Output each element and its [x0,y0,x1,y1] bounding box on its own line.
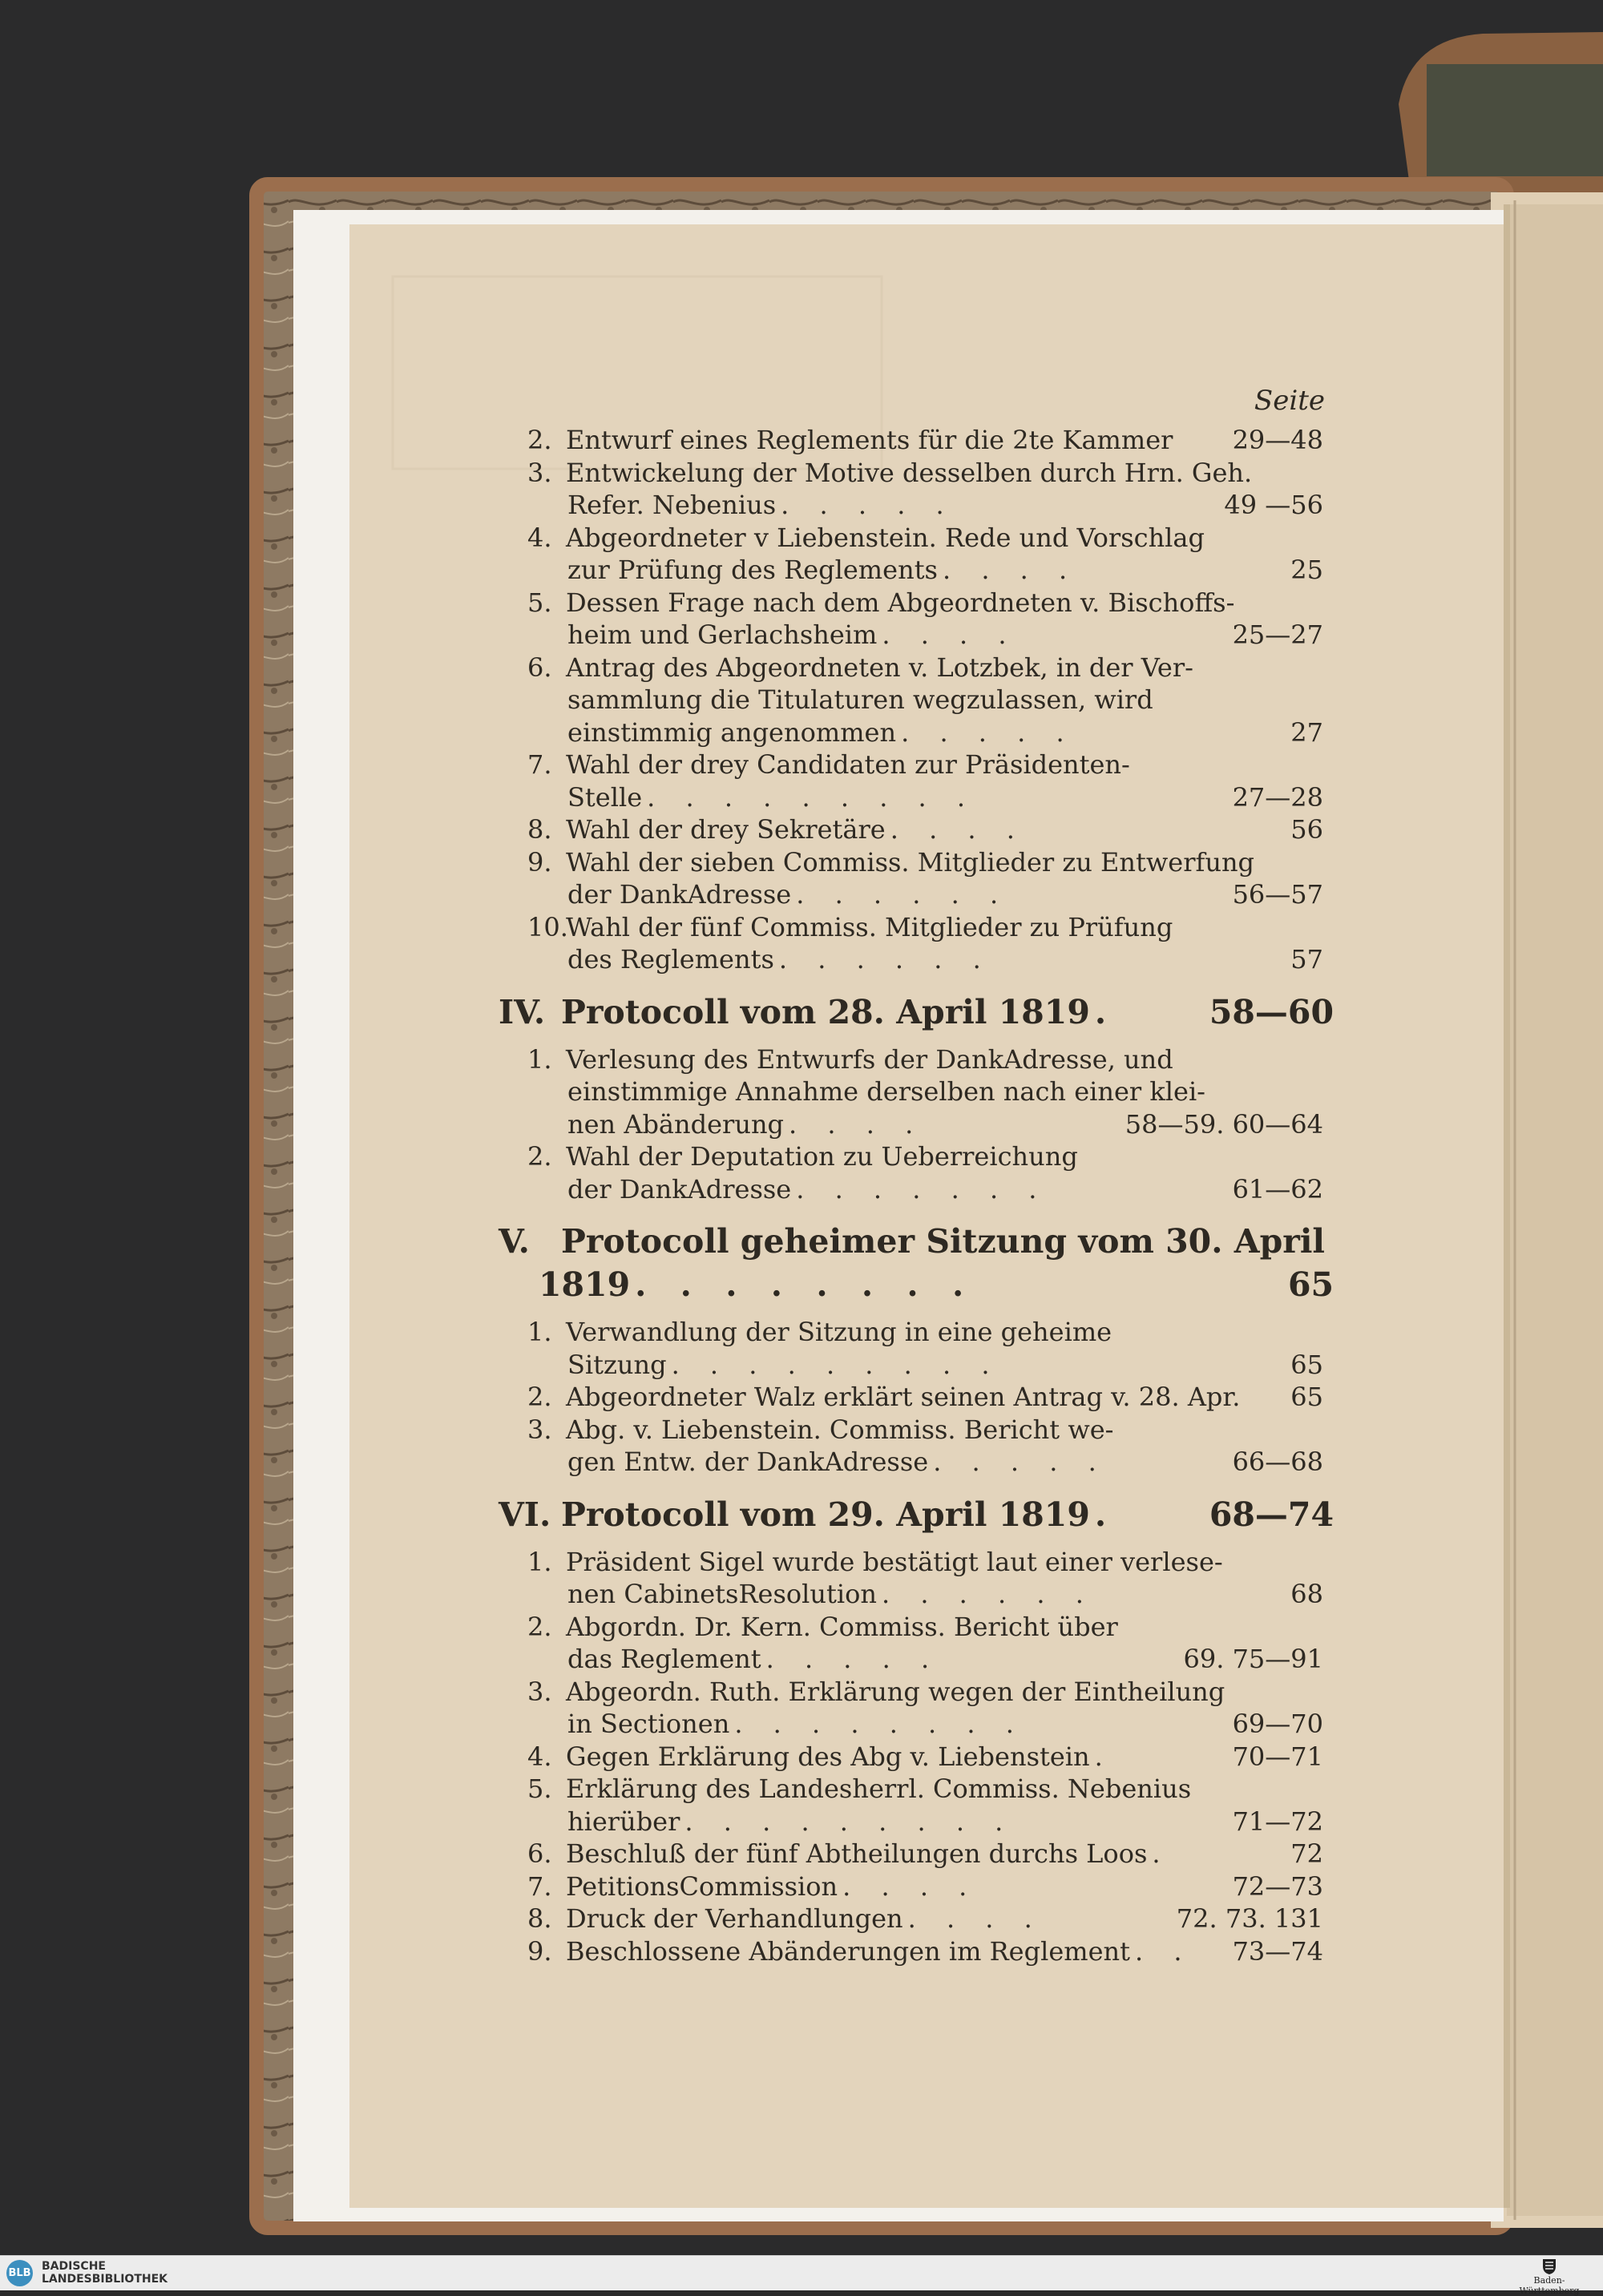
toc-entry-row [527,1545,1323,1579]
toc-entry-row [527,813,1323,846]
toc-entry-row [527,1902,1323,1935]
leader-dots: . . . . . . . . . [684,1806,1015,1837]
entry-title: Beschluß der fünf Abtheilungen durchs Loos [566,1838,1148,1869]
page-reference: 58—60 [1209,992,1334,1031]
entry-title: Abgordn. Dr. Kern. Commiss. Bericht über [566,1611,1118,1642]
toc-entry-row [527,878,1323,911]
leader-dots: . . . . . . . . [635,1265,975,1304]
entry-title: das Reglement [567,1644,761,1674]
toc-entry-row [527,942,1323,976]
library-name-line1: BADISCHE [42,2260,106,2273]
page-reference: 56 [1290,814,1323,845]
entry-title: PetitionsCommission [566,1870,838,1902]
coat-of-arms-icon [1542,2258,1557,2275]
entry-number: 8. [527,814,552,845]
page-reference: 65 [1290,1382,1323,1412]
leader-dots: . . . . . [765,1644,941,1674]
toc-entry-row [527,1172,1323,1206]
entry-title: nen Abänderung [567,1108,785,1140]
entry-number: 2. [527,1141,552,1172]
page-reference: 70—71 [1232,1741,1323,1772]
toc-section-row [499,1264,1334,1305]
entry-title: einstimmig angenommen [567,716,897,748]
leader-dots: . . . . [842,1870,979,1902]
entry-number: VI. [499,1495,551,1534]
page-reference: 25 [1290,555,1323,585]
entry-title: Beschlossene Abänderungen im Reglement [566,1935,1131,1967]
toc-section-row [499,991,1334,1033]
toc-entry-row [527,1315,1323,1349]
entry-title: der DankAdresse [567,879,792,910]
toc-entry-row [527,1610,1323,1644]
toc-entry-row [527,1348,1323,1382]
entry-title: sammlung die Titulaturen wegzulassen, wird [567,684,1153,715]
toc-entry-row [527,1740,1323,1773]
blb-logo-icon[interactable]: BLB [6,2260,33,2286]
page-reference: 69. 75—91 [1183,1644,1323,1674]
toc-entry-row [527,553,1323,587]
toc-entry-row [527,1870,1323,1903]
leader-dots: . . . . [942,555,1079,585]
entry-number: V. [499,1222,530,1261]
leader-dots: . . . . [907,1903,1044,1934]
page-reference: 69—70 [1232,1709,1323,1739]
entry-title: Abg. v. Liebenstein. Commiss. Bericht we- [566,1414,1114,1445]
leader-dots: . . . . [882,619,1018,650]
entry-number: 2. [527,1611,552,1642]
page-reference: 68 [1290,1579,1323,1609]
toc-entry-row [527,618,1323,652]
toc-entry-row [527,1837,1323,1870]
entry-title: einstimmige Annahme derselben nach einer klei- [567,1076,1205,1107]
entry-title: Entwurf eines Reglements für die 2te Kammer [566,425,1173,455]
toc-entry-row [527,1140,1323,1173]
leader-dots: . . . . . . . . [734,1709,1025,1739]
page-reference: 25—27 [1232,619,1323,650]
entry-title: Sitzung [567,1349,667,1380]
page-reference: 56—57 [1232,879,1323,910]
toc-entry-row [527,716,1323,749]
toc-entry-row [527,651,1323,684]
entry-number: 4. [527,522,552,553]
leader-dots: . . [1135,1935,1193,1967]
entry-title: des Reglements [567,944,774,974]
leader-dots: . . . . [789,1108,925,1140]
page-reference: 72 [1290,1838,1323,1869]
toc-entry-row [527,456,1323,490]
entry-number: 2. [527,1382,552,1412]
entry-title: Stelle [567,781,643,813]
leader-dots: . . . . . [781,490,955,520]
toc-entry-row [527,1772,1323,1806]
leader-dots: . [1094,1495,1118,1534]
page-reference: 65 [1287,1265,1334,1304]
leader-dots: . . . . . . . . . [647,781,977,813]
entry-title: 1819 [539,1265,631,1304]
toc-entry-row [527,683,1323,716]
toc-entry-row [527,1707,1323,1741]
entry-number: 9. [527,1935,552,1967]
entry-title: Entwickelung der Motive desselben durch Hrn. Geh. [566,457,1253,488]
footer-bar [0,2255,1603,2296]
entry-number: 1. [527,1546,552,1577]
entry-title: in Sectionen [567,1709,730,1739]
toc-entry-row [527,1413,1323,1447]
toc-entry-row [527,910,1323,944]
page-reference: 57 [1290,944,1323,974]
entry-title: der DankAdresse [567,1173,792,1204]
entry-title: Druck der Verhandlungen [566,1903,903,1934]
entry-title: nen CabinetsResolution [567,1579,877,1609]
entry-title: Abgeordneter Walz erklärt seinen Antrag v. 28. Apr. [566,1382,1241,1412]
entry-number: 6. [527,652,552,683]
entry-title: heim und Gerlachsheim [567,619,878,650]
page-reference: 49 —56 [1224,490,1323,520]
entry-title: Verwandlung der Sitzung in eine geheime [566,1317,1112,1347]
entry-title: Präsident Sigel wurde bestätigt laut einer verlese- [566,1546,1223,1577]
entry-title: Protocoll vom 29. April 1819 [561,1495,1090,1534]
entry-title: Wahl der fünf Commiss. Mitglieder zu Prüfung [566,911,1173,942]
library-name-line2: LANDESBIBLIOTHEK [42,2273,168,2286]
entry-title: Gegen Erklärung des Abg v. Liebenstein [566,1741,1090,1772]
entry-title: Antrag des Abgeordneten v. Lotzbek, in der Ver- [566,652,1193,683]
entry-title: Wahl der Deputation zu Ueberreichung [566,1141,1078,1172]
state-logo-label: Baden-Württemberg [1519,2275,1580,2296]
leader-dots: . . . . . . . [796,1173,1048,1204]
toc-entry-row [527,1805,1323,1838]
leader-dots: . . . . . . . . . [671,1349,1001,1380]
entry-number: 7. [527,1870,552,1902]
toc-section-row [499,1494,1334,1535]
entry-title: Verlesung des Entwurfs der DankAdresse, und [566,1043,1173,1075]
entry-title: gen Entw. der DankAdresse [567,1447,929,1477]
entry-title: Erklärung des Landesherrl. Commiss. Nebenius [566,1773,1192,1804]
toc-entry-row [527,423,1323,457]
leader-dots: . . . . . . [796,879,1010,910]
leader-dots: . . . . . [933,1447,1108,1477]
entry-number: 5. [527,587,552,618]
page-reference: 71—72 [1232,1806,1323,1837]
leader-dots: . [1094,992,1118,1031]
entry-title: Protocoll geheimer Sitzung vom 30. April [561,1222,1325,1261]
baden-wuerttemberg-logo[interactable] [1505,2258,1593,2296]
entry-title: Protocoll vom 28. April 1819 [561,992,1090,1031]
page-reference: 27 [1290,716,1323,748]
toc-entry-row [527,781,1323,814]
entry-title: Abgeordn. Ruth. Erklärung wegen der Eintheilung [566,1676,1225,1707]
entry-number: 8. [527,1903,552,1934]
entry-number: 7. [527,749,552,780]
toc-entry-row [527,488,1323,522]
entry-number: 3. [527,1414,552,1445]
leader-dots: . [1152,1838,1172,1869]
toc-entry-row [527,1675,1323,1709]
page-column-header: Seite [1254,385,1325,417]
toc-entry-row [527,1108,1323,1141]
page-reference: 72. 73. 131 [1176,1903,1323,1934]
back-book-pages [1427,64,1603,176]
toc-entry-row [527,1577,1323,1611]
entry-title: Wahl der drey Candidaten zur Präsidenten- [566,749,1130,780]
leader-dots: . . . . . . [778,944,992,974]
entry-title: zur Prüfung des Reglements [567,555,938,585]
entry-number: 5. [527,1773,552,1804]
page-reference: 66—68 [1232,1447,1323,1477]
page-reference: 29—48 [1232,425,1323,455]
entry-title: Dessen Frage nach dem Abgeordneten v. Bischoffs- [566,587,1235,618]
toc-entry-row [527,1935,1323,1968]
entry-number: 1. [527,1317,552,1347]
entry-number: 9. [527,846,552,878]
entry-number: 10. [527,911,568,942]
toc-entry-row [527,521,1323,555]
entry-number: 4. [527,1741,552,1772]
library-name [42,2260,168,2286]
toc-entry-row [527,845,1323,879]
page-reference: 73—74 [1232,1935,1323,1967]
entry-title: Wahl der sieben Commiss. Mitglieder zu Entwerfung [566,846,1255,878]
entry-title: Refer. Nebenius [567,490,777,520]
leader-dots: . . . . . [901,716,1076,748]
entry-number: 1. [527,1043,552,1075]
entry-title: hierüber [567,1806,680,1837]
leader-dots: . . . . . . [881,1579,1095,1609]
page-reference: 72—73 [1232,1870,1323,1902]
page-reference: 61—62 [1232,1173,1323,1204]
leader-dots: . [1094,1741,1114,1772]
leader-dots: . . . . [890,814,1026,845]
page-reference: 58—59. 60—64 [1125,1108,1323,1140]
page-reference: 27—28 [1232,781,1323,813]
toc-section-row [499,1221,1334,1262]
entry-number: 3. [527,1676,552,1707]
toc-entry-row [527,1445,1323,1479]
toc-entry-row [527,586,1323,619]
entry-number: IV. [499,992,546,1031]
table-of-contents-page [349,224,1504,2208]
toc-entry-row [527,1380,1323,1414]
entry-title: Abgeordneter v Liebenstein. Rede und Vorschlag [566,522,1205,553]
toc-entry-row [527,1043,1323,1076]
page-reference: 65 [1290,1349,1323,1380]
toc-entry-row [527,1642,1323,1676]
page-reference: 68—74 [1209,1495,1334,1534]
entry-number: 3. [527,457,552,488]
entry-number: 2. [527,425,552,455]
toc-entry-row [527,748,1323,781]
toc-entry-row [527,1075,1323,1108]
entry-number: 6. [527,1838,552,1869]
entry-title: Wahl der drey Sekretäre [566,814,886,845]
